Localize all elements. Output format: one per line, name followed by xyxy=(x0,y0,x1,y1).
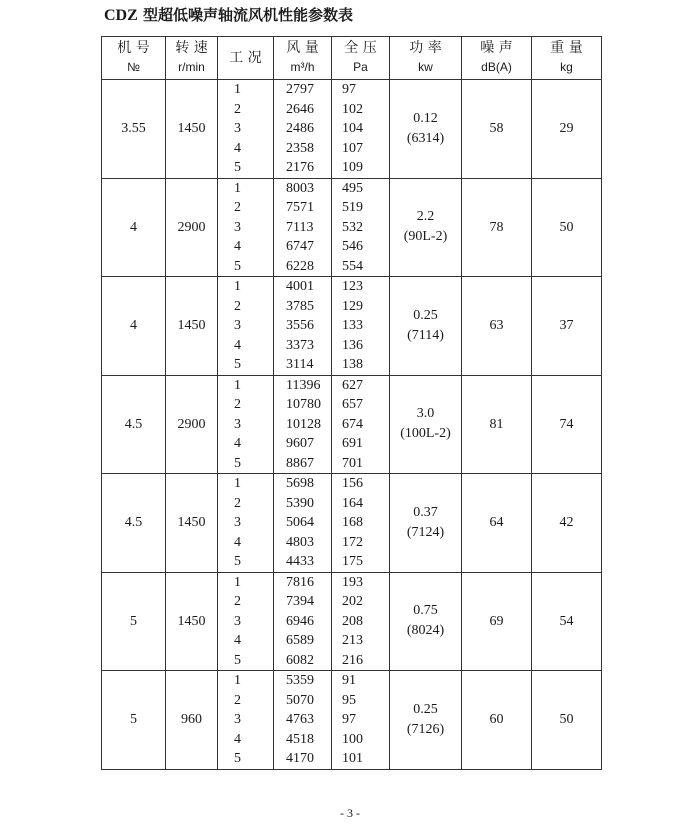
airflow-cell: 2486 xyxy=(274,119,332,139)
condition-cell: 1 xyxy=(218,671,274,691)
weight-cell: 54 xyxy=(532,572,602,671)
airflow-cell: 7816 xyxy=(274,572,332,592)
condition-cell: 1 xyxy=(218,178,274,198)
table-row xyxy=(102,572,602,592)
condition-cell: 5 xyxy=(218,749,274,769)
model-cell: 4 xyxy=(102,277,166,376)
motor-model: (100L-2) xyxy=(400,426,451,442)
pressure-cell: 213 xyxy=(332,631,390,651)
airflow-cell: 5698 xyxy=(274,474,332,494)
condition-cell: 4 xyxy=(218,336,274,356)
airflow-cell: 6082 xyxy=(274,651,332,671)
airflow-cell: 4803 xyxy=(274,533,332,553)
airflow-cell: 2358 xyxy=(274,139,332,159)
pressure-cell: 657 xyxy=(332,395,390,415)
condition-cell: 2 xyxy=(218,297,274,317)
airflow-cell: 3373 xyxy=(274,336,332,356)
header-noise: 噪 声 dB(A) xyxy=(462,37,532,80)
header-model: 机 号 № xyxy=(102,37,166,80)
airflow-cell: 4518 xyxy=(274,730,332,750)
pressure-cell: 193 xyxy=(332,572,390,592)
noise-cell: 58 xyxy=(462,80,532,179)
power-cell xyxy=(390,474,462,573)
power-cell xyxy=(390,572,462,671)
airflow-cell: 5064 xyxy=(274,513,332,533)
condition-cell: 4 xyxy=(218,434,274,454)
pressure-cell: 495 xyxy=(332,178,390,198)
pressure-cell: 97 xyxy=(332,710,390,730)
fan-performance-table xyxy=(101,36,602,770)
header-speed: 转 速 r/min xyxy=(166,37,218,80)
pressure-cell: 100 xyxy=(332,730,390,750)
airflow-cell: 6946 xyxy=(274,612,332,632)
header-weight: 重 量 kg xyxy=(532,37,602,80)
condition-cell: 4 xyxy=(218,139,274,159)
condition-cell: 2 xyxy=(218,592,274,612)
power-cell xyxy=(390,671,462,770)
airflow-cell: 10128 xyxy=(274,415,332,435)
pressure-cell: 674 xyxy=(332,415,390,435)
condition-cell: 4 xyxy=(218,631,274,651)
condition-cell: 3 xyxy=(218,415,274,435)
model-cell: 4.5 xyxy=(102,474,166,573)
pressure-cell: 156 xyxy=(332,474,390,494)
condition-cell: 1 xyxy=(218,80,274,100)
pressure-cell: 138 xyxy=(332,355,390,375)
pressure-cell: 175 xyxy=(332,552,390,572)
airflow-cell: 6747 xyxy=(274,237,332,257)
condition-cell: 1 xyxy=(218,277,274,297)
airflow-cell: 4170 xyxy=(274,749,332,769)
power-value: 0.25 xyxy=(413,701,438,717)
condition-cell: 5 xyxy=(218,651,274,671)
condition-cell: 5 xyxy=(218,454,274,474)
airflow-cell: 4001 xyxy=(274,277,332,297)
speed-cell: 1450 xyxy=(166,277,218,376)
pressure-cell: 216 xyxy=(332,651,390,671)
airflow-cell: 5390 xyxy=(274,494,332,514)
condition-cell: 1 xyxy=(218,572,274,592)
airflow-cell: 8003 xyxy=(274,178,332,198)
pressure-cell: 627 xyxy=(332,375,390,395)
pressure-cell: 164 xyxy=(332,494,390,514)
airflow-cell: 7113 xyxy=(274,218,332,238)
motor-model: (6314) xyxy=(406,130,445,146)
power-value: 0.75 xyxy=(413,603,438,619)
pressure-cell: 546 xyxy=(332,237,390,257)
weight-cell: 37 xyxy=(532,277,602,376)
header-airflow: 风 量 m³/h xyxy=(274,37,332,80)
speed-cell: 1450 xyxy=(166,474,218,573)
pressure-cell: 172 xyxy=(332,533,390,553)
power-value: 3.0 xyxy=(416,406,435,422)
pressure-cell: 123 xyxy=(332,277,390,297)
header-condition: 工 况 xyxy=(218,37,274,80)
condition-cell: 3 xyxy=(218,316,274,336)
condition-cell: 3 xyxy=(218,513,274,533)
pressure-cell: 129 xyxy=(332,297,390,317)
airflow-cell: 3785 xyxy=(274,297,332,317)
power-cell xyxy=(390,277,462,376)
noise-cell: 63 xyxy=(462,277,532,376)
header-row xyxy=(102,37,602,80)
condition-cell: 3 xyxy=(218,612,274,632)
power-value: 2.2 xyxy=(416,209,435,225)
title-text: 型超低噪声轴流风机性能参数表 xyxy=(143,6,354,24)
table-row xyxy=(102,474,602,494)
table-row xyxy=(102,375,602,395)
page-number: - 3 - xyxy=(340,806,360,820)
condition-cell: 5 xyxy=(218,158,274,178)
power-cell xyxy=(390,80,462,179)
airflow-cell: 4763 xyxy=(274,710,332,730)
weight-cell: 29 xyxy=(532,80,602,179)
weight-cell: 42 xyxy=(532,474,602,573)
weight-cell: 50 xyxy=(532,178,602,277)
pressure-cell: 101 xyxy=(332,749,390,769)
model-cell: 4.5 xyxy=(102,375,166,474)
table-row xyxy=(102,178,602,198)
table-row xyxy=(102,277,602,297)
noise-cell: 69 xyxy=(462,572,532,671)
power-value: 0.25 xyxy=(413,307,438,323)
airflow-cell: 3556 xyxy=(274,316,332,336)
table-row xyxy=(102,80,602,100)
condition-cell: 3 xyxy=(218,119,274,139)
condition-cell: 1 xyxy=(218,375,274,395)
condition-cell: 3 xyxy=(218,710,274,730)
motor-model: (7126) xyxy=(406,721,445,737)
airflow-cell: 7394 xyxy=(274,592,332,612)
power-cell xyxy=(390,178,462,277)
airflow-cell: 3114 xyxy=(274,355,332,375)
weight-cell: 50 xyxy=(532,671,602,770)
model-cell: 5 xyxy=(102,572,166,671)
speed-cell: 1450 xyxy=(166,572,218,671)
condition-cell: 4 xyxy=(218,237,274,257)
pressure-cell: 532 xyxy=(332,218,390,238)
pressure-cell: 691 xyxy=(332,434,390,454)
pressure-cell: 519 xyxy=(332,198,390,218)
pressure-cell: 168 xyxy=(332,513,390,533)
speed-cell: 1450 xyxy=(166,80,218,179)
power-value: 0.12 xyxy=(413,110,438,126)
motor-model: (90L-2) xyxy=(403,229,448,245)
pressure-cell: 104 xyxy=(332,119,390,139)
condition-cell: 2 xyxy=(218,395,274,415)
airflow-cell: 4433 xyxy=(274,552,332,572)
airflow-cell: 6589 xyxy=(274,631,332,651)
pressure-cell: 202 xyxy=(332,592,390,612)
title-code: CDZ xyxy=(104,7,138,24)
condition-cell: 5 xyxy=(218,257,274,277)
pressure-cell: 701 xyxy=(332,454,390,474)
pressure-cell: 208 xyxy=(332,612,390,632)
motor-model: (8024) xyxy=(406,623,445,639)
airflow-cell: 9607 xyxy=(274,434,332,454)
condition-cell: 3 xyxy=(218,218,274,238)
condition-cell: 2 xyxy=(218,198,274,218)
condition-cell: 2 xyxy=(218,100,274,120)
condition-cell: 4 xyxy=(218,533,274,553)
pressure-cell: 91 xyxy=(332,671,390,691)
condition-cell: 2 xyxy=(218,494,274,514)
airflow-cell: 2797 xyxy=(274,80,332,100)
airflow-cell: 7571 xyxy=(274,198,332,218)
pressure-cell: 97 xyxy=(332,80,390,100)
noise-cell: 60 xyxy=(462,671,532,770)
pressure-cell: 136 xyxy=(332,336,390,356)
pressure-cell: 95 xyxy=(332,691,390,711)
pressure-cell: 107 xyxy=(332,139,390,159)
table-title xyxy=(104,4,353,25)
header-power: 功 率 kw xyxy=(390,37,462,80)
condition-cell: 4 xyxy=(218,730,274,750)
airflow-cell: 11396 xyxy=(274,375,332,395)
motor-model: (7124) xyxy=(406,524,445,540)
condition-cell: 5 xyxy=(218,355,274,375)
condition-cell: 1 xyxy=(218,474,274,494)
airflow-cell: 10780 xyxy=(274,395,332,415)
airflow-cell: 2646 xyxy=(274,100,332,120)
speed-cell: 960 xyxy=(166,671,218,770)
noise-cell: 81 xyxy=(462,375,532,474)
airflow-cell: 8867 xyxy=(274,454,332,474)
speed-cell: 2900 xyxy=(166,178,218,277)
pressure-cell: 109 xyxy=(332,158,390,178)
header-pressure: 全 压 Pa xyxy=(332,37,390,80)
airflow-cell: 5070 xyxy=(274,691,332,711)
condition-cell: 2 xyxy=(218,691,274,711)
pressure-cell: 133 xyxy=(332,316,390,336)
weight-cell: 74 xyxy=(532,375,602,474)
pressure-cell: 554 xyxy=(332,257,390,277)
speed-cell: 2900 xyxy=(166,375,218,474)
pressure-cell: 102 xyxy=(332,100,390,120)
model-cell: 3.55 xyxy=(102,80,166,179)
table-row xyxy=(102,671,602,691)
condition-cell: 5 xyxy=(218,552,274,572)
airflow-cell: 2176 xyxy=(274,158,332,178)
noise-cell: 64 xyxy=(462,474,532,573)
power-value: 0.37 xyxy=(413,504,438,520)
airflow-cell: 6228 xyxy=(274,257,332,277)
noise-cell: 78 xyxy=(462,178,532,277)
model-cell: 5 xyxy=(102,671,166,770)
power-cell xyxy=(390,375,462,474)
model-cell: 4 xyxy=(102,178,166,277)
motor-model: (7114) xyxy=(407,327,444,343)
airflow-cell: 5359 xyxy=(274,671,332,691)
